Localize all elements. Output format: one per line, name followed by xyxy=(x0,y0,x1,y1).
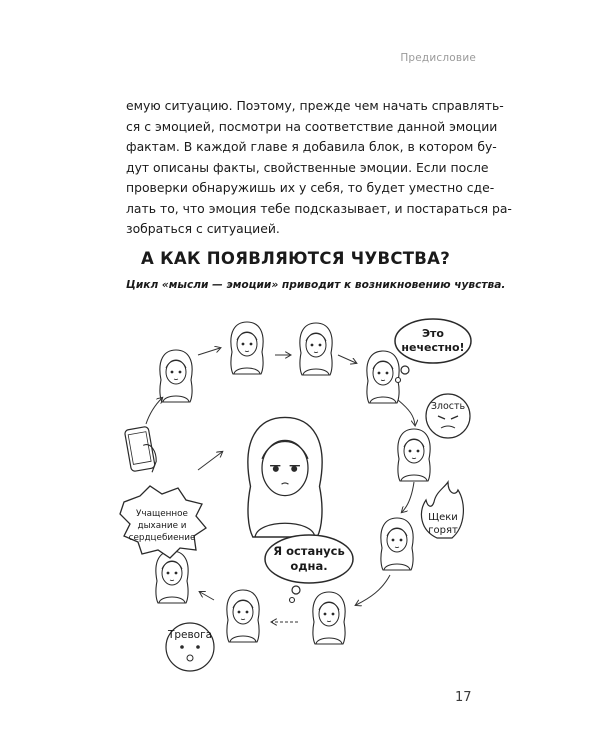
girl-figure xyxy=(227,590,259,642)
body-line: емую ситуацию. Поэтому, прежде чем начать справлять- xyxy=(126,98,504,113)
girl-figure xyxy=(231,322,263,374)
thought-bubble-alone xyxy=(265,535,353,603)
body-paragraph xyxy=(126,96,512,240)
label-anger: Злость xyxy=(430,401,466,412)
label-cheeks-line2: горят xyxy=(428,525,458,536)
cycle-arrow xyxy=(402,482,414,512)
section-heading: А КАК ПОЯВЛЯЮТСЯ ЧУВСТВА? xyxy=(141,249,451,268)
flame-icon xyxy=(421,482,463,538)
body-line: ся с эмоцией, посмотри на соответствие данной эмоции xyxy=(126,118,498,134)
girl-figure xyxy=(313,592,345,644)
cycle-arrow xyxy=(356,575,390,605)
label-heart-line3: сердцебиение xyxy=(128,533,196,543)
cycle-arrow xyxy=(198,452,222,470)
thought-bubble-unfair-line1: Это xyxy=(421,327,445,340)
running-head: Предисловие xyxy=(400,52,476,64)
anger-face-icon xyxy=(426,394,470,438)
girl-figure xyxy=(156,551,188,603)
anxiety-face-icon xyxy=(166,623,214,671)
cycle-arrow xyxy=(146,398,162,424)
central-girl-figure xyxy=(248,417,322,537)
label-cheeks-line1: Щеки xyxy=(428,512,458,523)
girl-figure xyxy=(300,323,332,375)
page-number: 17 xyxy=(455,690,472,705)
body-line: проверки обнаружишь их у себя, то будет уместно сде- xyxy=(126,180,495,195)
heartbeat-burst-icon xyxy=(120,486,206,558)
cycle-arrow xyxy=(338,355,356,363)
girl-figure xyxy=(160,350,192,402)
figure-caption: Цикл «мысли — эмоции» приводит к возникновению чувства. xyxy=(126,279,506,291)
label-heart-line2: дыхание и xyxy=(137,521,187,531)
label-heart-line1: Учащенное xyxy=(136,509,188,519)
thought-emotion-cycle-illustration xyxy=(0,300,600,690)
body-line: дут описаны факты, свойственные эмоции. Если после xyxy=(126,159,489,175)
body-line: лать то, что эмоция тебе подсказывает, и постараться ра- xyxy=(126,200,512,216)
phone-icon xyxy=(124,426,158,476)
cycle-arrow xyxy=(398,400,415,425)
girl-figure xyxy=(398,429,430,481)
girl-figure xyxy=(367,351,399,403)
thought-bubble-alone-line2: одна. xyxy=(290,559,328,573)
label-anxiety: Тревога xyxy=(167,629,213,641)
cycle-arrow xyxy=(200,592,214,600)
body-line: зобраться с ситуацией. xyxy=(126,221,280,236)
girl-figure xyxy=(381,518,413,570)
cycle-arrow xyxy=(198,348,220,355)
body-line: фактам. В каждой главе я добавила блок, в котором бу- xyxy=(126,139,497,154)
thought-bubble-alone-line1: Я останусь xyxy=(273,544,345,558)
thought-bubble-unfair-line2: нечестно! xyxy=(401,341,465,354)
thought-bubble-unfair xyxy=(395,319,471,383)
